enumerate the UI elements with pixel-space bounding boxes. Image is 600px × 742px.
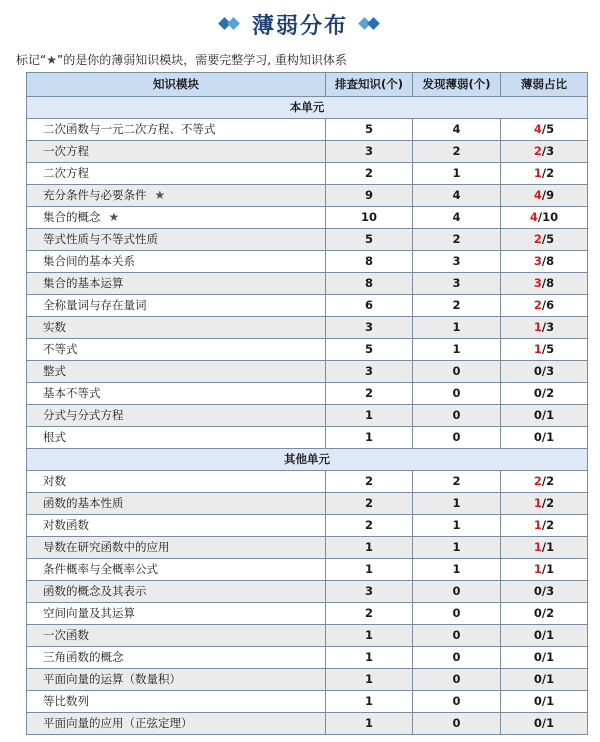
checked-count: 2 xyxy=(326,163,413,185)
module-name: 一次函数 xyxy=(43,628,89,642)
module-name: 条件概率与全概率公式 xyxy=(43,562,158,576)
table-row xyxy=(27,625,588,647)
ratio-weak-count: 1 xyxy=(533,166,542,180)
ratio-total: /2 xyxy=(541,518,555,532)
weak-count: 4 xyxy=(413,207,501,229)
page-title: 薄弱分布 xyxy=(251,13,348,39)
module-cell xyxy=(27,647,326,669)
weak-ratio xyxy=(501,361,588,383)
ratio-total: /8 xyxy=(541,254,555,268)
module-name: 平面向量的运算（数量积） xyxy=(43,672,181,686)
ratio-weak-count: 1 xyxy=(533,540,542,554)
weak-ratio xyxy=(501,405,588,427)
weak-ratio xyxy=(501,273,588,295)
table-row xyxy=(27,713,588,735)
module-cell xyxy=(27,163,326,185)
weak-count: 0 xyxy=(413,647,501,669)
weak-count: 0 xyxy=(413,691,501,713)
module-name: 集合的基本运算 xyxy=(43,276,124,290)
module-name: 整式 xyxy=(43,364,66,378)
ratio-weak-count: 0 xyxy=(533,430,542,444)
table-row xyxy=(27,317,588,339)
checked-count: 1 xyxy=(326,559,413,581)
weak-ratio xyxy=(501,185,588,207)
table-row xyxy=(27,229,588,251)
checked-count: 8 xyxy=(326,251,413,273)
table-row xyxy=(27,141,588,163)
module-cell xyxy=(27,669,326,691)
weak-ratio xyxy=(501,691,588,713)
diamond-icon xyxy=(220,18,240,30)
weak-count: 0 xyxy=(413,625,501,647)
module-cell xyxy=(27,493,326,515)
ratio-weak-count: 0 xyxy=(533,716,542,730)
module-cell xyxy=(27,185,326,207)
ratio-weak-count: 0 xyxy=(533,606,542,620)
weak-count: 0 xyxy=(413,405,501,427)
weak-count: 2 xyxy=(413,141,501,163)
module-name: 根式 xyxy=(43,430,66,444)
checked-count: 1 xyxy=(326,537,413,559)
weak-ratio xyxy=(501,383,588,405)
weak-ratio xyxy=(501,603,588,625)
module-name: 空间向量及其运算 xyxy=(43,606,135,620)
ratio-weak-count: 1 xyxy=(533,342,542,356)
ratio-weak-count: 0 xyxy=(533,628,542,642)
module-name: 一次方程 xyxy=(43,144,89,158)
module-cell xyxy=(27,405,326,427)
weak-ratio xyxy=(501,471,588,493)
ratio-weak-count: 2 xyxy=(533,474,542,488)
ratio-weak-count: 0 xyxy=(533,672,542,686)
ratio-total: /2 xyxy=(541,606,555,620)
module-name: 等比数列 xyxy=(43,694,89,708)
ratio-total: /2 xyxy=(541,166,555,180)
module-cell xyxy=(27,273,326,295)
table-row xyxy=(27,405,588,427)
table-row xyxy=(27,119,588,141)
table-row xyxy=(27,295,588,317)
checked-count: 1 xyxy=(326,647,413,669)
weak-count: 0 xyxy=(413,361,501,383)
module-cell xyxy=(27,207,326,229)
module-name: 对数函数 xyxy=(43,518,89,532)
table-row xyxy=(27,669,588,691)
module-name: 平面向量的应用（正弦定理） xyxy=(43,716,193,730)
ratio-total: /3 xyxy=(541,320,555,334)
note-text-before: 标记“ xyxy=(16,53,47,67)
module-name: 实数 xyxy=(43,320,66,334)
module-name: 不等式 xyxy=(43,342,78,356)
module-name: 函数的基本性质 xyxy=(43,496,124,510)
ratio-total: /3 xyxy=(541,144,555,158)
checked-count: 10 xyxy=(326,207,413,229)
module-cell xyxy=(27,537,326,559)
ratio-total: /1 xyxy=(541,628,555,642)
module-name: 二次函数与一元二次方程、不等式 xyxy=(43,122,216,136)
weak-ratio xyxy=(501,647,588,669)
table-row xyxy=(27,383,588,405)
module-cell xyxy=(27,691,326,713)
section-row xyxy=(27,97,588,119)
checked-count: 1 xyxy=(326,713,413,735)
weak-count: 1 xyxy=(413,163,501,185)
module-cell xyxy=(27,119,326,141)
weak-ratio xyxy=(501,295,588,317)
ratio-weak-count: 3 xyxy=(533,276,542,290)
ratio-weak-count: 2 xyxy=(533,144,542,158)
weak-ratio xyxy=(501,713,588,735)
section-row xyxy=(27,449,588,471)
weak-ratio xyxy=(501,119,588,141)
module-cell xyxy=(27,427,326,449)
weak-ratio xyxy=(501,229,588,251)
module-cell xyxy=(27,317,326,339)
ratio-total: /5 xyxy=(541,342,555,356)
checked-count: 9 xyxy=(326,185,413,207)
table-row xyxy=(27,493,588,515)
weak-count: 3 xyxy=(413,251,501,273)
table-row xyxy=(27,691,588,713)
checked-count: 1 xyxy=(326,427,413,449)
ratio-weak-count: 0 xyxy=(533,364,542,378)
table-row xyxy=(27,581,588,603)
weak-count: 0 xyxy=(413,713,501,735)
module-name: 分式与分式方程 xyxy=(43,408,124,422)
module-cell xyxy=(27,471,326,493)
ratio-weak-count: 3 xyxy=(533,254,542,268)
ratio-total: /5 xyxy=(541,232,555,246)
ratio-total: /1 xyxy=(541,650,555,664)
ratio-total: /2 xyxy=(541,474,555,488)
weak-count: 4 xyxy=(413,119,501,141)
checked-count: 3 xyxy=(326,317,413,339)
ratio-weak-count: 0 xyxy=(533,650,542,664)
weak-count: 1 xyxy=(413,537,501,559)
checked-count: 2 xyxy=(326,383,413,405)
header-checked: 排查知识(个) xyxy=(326,73,413,97)
module-cell xyxy=(27,229,326,251)
ratio-weak-count: 2 xyxy=(533,298,542,312)
checked-count: 6 xyxy=(326,295,413,317)
checked-count: 8 xyxy=(326,273,413,295)
module-cell xyxy=(27,295,326,317)
weak-ratio xyxy=(501,317,588,339)
checked-count: 2 xyxy=(326,603,413,625)
module-name: 基本不等式 xyxy=(43,386,101,400)
table-row xyxy=(27,537,588,559)
ratio-total: /1 xyxy=(541,540,555,554)
weak-ratio xyxy=(501,537,588,559)
ratio-total: /1 xyxy=(541,408,555,422)
weak-count: 2 xyxy=(413,471,501,493)
ratio-weak-count: 2 xyxy=(533,232,542,246)
ratio-weak-count: 1 xyxy=(533,562,542,576)
table-row xyxy=(27,559,588,581)
ratio-weak-count: 1 xyxy=(533,518,542,532)
module-cell xyxy=(27,383,326,405)
checked-count: 1 xyxy=(326,691,413,713)
checked-count: 5 xyxy=(326,339,413,361)
section-title: 其他单元 xyxy=(27,449,588,471)
table-row xyxy=(27,339,588,361)
weak-count: 1 xyxy=(413,559,501,581)
module-cell xyxy=(27,141,326,163)
module-cell xyxy=(27,361,326,383)
module-name: 三角函数的概念 xyxy=(43,650,124,664)
table-row xyxy=(27,273,588,295)
ratio-weak-count: 4 xyxy=(533,188,542,202)
ratio-total: /3 xyxy=(541,364,555,378)
table-row xyxy=(27,251,588,273)
weak-count: 0 xyxy=(413,581,501,603)
weak-count: 1 xyxy=(413,515,501,537)
weak-count: 2 xyxy=(413,295,501,317)
section-title: 本单元 xyxy=(27,97,588,119)
weak-ratio xyxy=(501,163,588,185)
weak-count: 4 xyxy=(413,185,501,207)
checked-count: 1 xyxy=(326,625,413,647)
ratio-total: /1 xyxy=(541,672,555,686)
ratio-total: /1 xyxy=(541,716,555,730)
weak-ratio xyxy=(501,339,588,361)
ratio-weak-count: 4 xyxy=(533,122,542,136)
checked-count: 2 xyxy=(326,515,413,537)
checked-count: 3 xyxy=(326,361,413,383)
module-name: 对数 xyxy=(43,474,66,488)
checked-count: 2 xyxy=(326,471,413,493)
checked-count: 3 xyxy=(326,141,413,163)
checked-count: 3 xyxy=(326,581,413,603)
module-name: 集合间的基本关系 xyxy=(43,254,135,268)
table-row xyxy=(27,185,588,207)
weak-count: 0 xyxy=(413,383,501,405)
table-row xyxy=(27,427,588,449)
ratio-total: /3 xyxy=(541,584,555,598)
weak-count: 2 xyxy=(413,229,501,251)
table-row xyxy=(27,603,588,625)
diamond-icon xyxy=(360,18,380,30)
ratio-total: /8 xyxy=(541,276,555,290)
table-header-row xyxy=(27,73,588,97)
weak-count: 0 xyxy=(413,427,501,449)
table-row xyxy=(27,647,588,669)
table-row xyxy=(27,207,588,229)
ratio-weak-count: 0 xyxy=(533,584,542,598)
module-name: 集合的概念 xyxy=(43,210,101,224)
ratio-total: /10 xyxy=(537,210,559,224)
weak-count: 3 xyxy=(413,273,501,295)
ratio-total: /9 xyxy=(541,188,555,202)
table-row xyxy=(27,471,588,493)
ratio-total: /2 xyxy=(541,496,555,510)
weak-ratio xyxy=(501,669,588,691)
header-module: 知识模块 xyxy=(27,73,326,97)
ratio-weak-count: 1 xyxy=(533,496,542,510)
module-cell xyxy=(27,515,326,537)
weak-ratio xyxy=(501,625,588,647)
weak-ratio xyxy=(501,559,588,581)
checked-count: 1 xyxy=(326,669,413,691)
star-icon: ★ xyxy=(46,53,57,67)
ratio-weak-count: 4 xyxy=(529,210,538,224)
weak-ratio xyxy=(501,427,588,449)
module-name: 等式性质与不等式性质 xyxy=(43,232,158,246)
ratio-weak-count: 1 xyxy=(533,320,542,334)
table-row xyxy=(27,361,588,383)
ratio-total: /2 xyxy=(541,386,555,400)
ratio-weak-count: 0 xyxy=(533,694,542,708)
module-cell xyxy=(27,713,326,735)
weak-ratio xyxy=(501,207,588,229)
weak-ratio xyxy=(501,581,588,603)
header-ratio: 薄弱占比 xyxy=(501,73,588,97)
module-cell xyxy=(27,625,326,647)
weak-count: 0 xyxy=(413,603,501,625)
star-icon: ★ xyxy=(154,188,166,202)
legend-note xyxy=(16,48,600,72)
module-cell xyxy=(27,581,326,603)
note-text-after: ”的是你的薄弱知识模块，需要完整学习, 重构知识体系 xyxy=(56,53,347,67)
weak-count: 1 xyxy=(413,493,501,515)
table-row xyxy=(27,515,588,537)
weak-count: 0 xyxy=(413,669,501,691)
checked-count: 2 xyxy=(326,493,413,515)
ratio-total: /5 xyxy=(541,122,555,136)
checked-count: 5 xyxy=(326,229,413,251)
header-weak: 发现薄弱(个) xyxy=(413,73,501,97)
ratio-weak-count: 0 xyxy=(533,386,542,400)
module-name: 二次方程 xyxy=(43,166,89,180)
weak-ratio xyxy=(501,493,588,515)
module-cell xyxy=(27,603,326,625)
weak-ratio xyxy=(501,251,588,273)
weak-ratio xyxy=(501,515,588,537)
ratio-total: /1 xyxy=(541,694,555,708)
module-name: 函数的概念及其表示 xyxy=(43,584,147,598)
ratio-total: /1 xyxy=(541,430,555,444)
module-name: 充分条件与必要条件 xyxy=(43,188,147,202)
weak-count: 1 xyxy=(413,339,501,361)
module-cell xyxy=(27,559,326,581)
checked-count: 5 xyxy=(326,119,413,141)
ratio-total: /1 xyxy=(541,562,555,576)
ratio-weak-count: 0 xyxy=(533,408,542,422)
module-name: 全称量词与存在量词 xyxy=(43,298,147,312)
star-icon: ★ xyxy=(108,210,120,224)
table-row xyxy=(27,163,588,185)
title-bar xyxy=(0,0,600,48)
module-cell xyxy=(27,339,326,361)
module-cell xyxy=(27,251,326,273)
checked-count: 1 xyxy=(326,405,413,427)
module-name: 导数在研究函数中的应用 xyxy=(43,540,170,554)
ratio-total: /6 xyxy=(541,298,555,312)
weakness-table xyxy=(26,72,588,735)
weak-ratio xyxy=(501,141,588,163)
weak-count: 1 xyxy=(413,317,501,339)
